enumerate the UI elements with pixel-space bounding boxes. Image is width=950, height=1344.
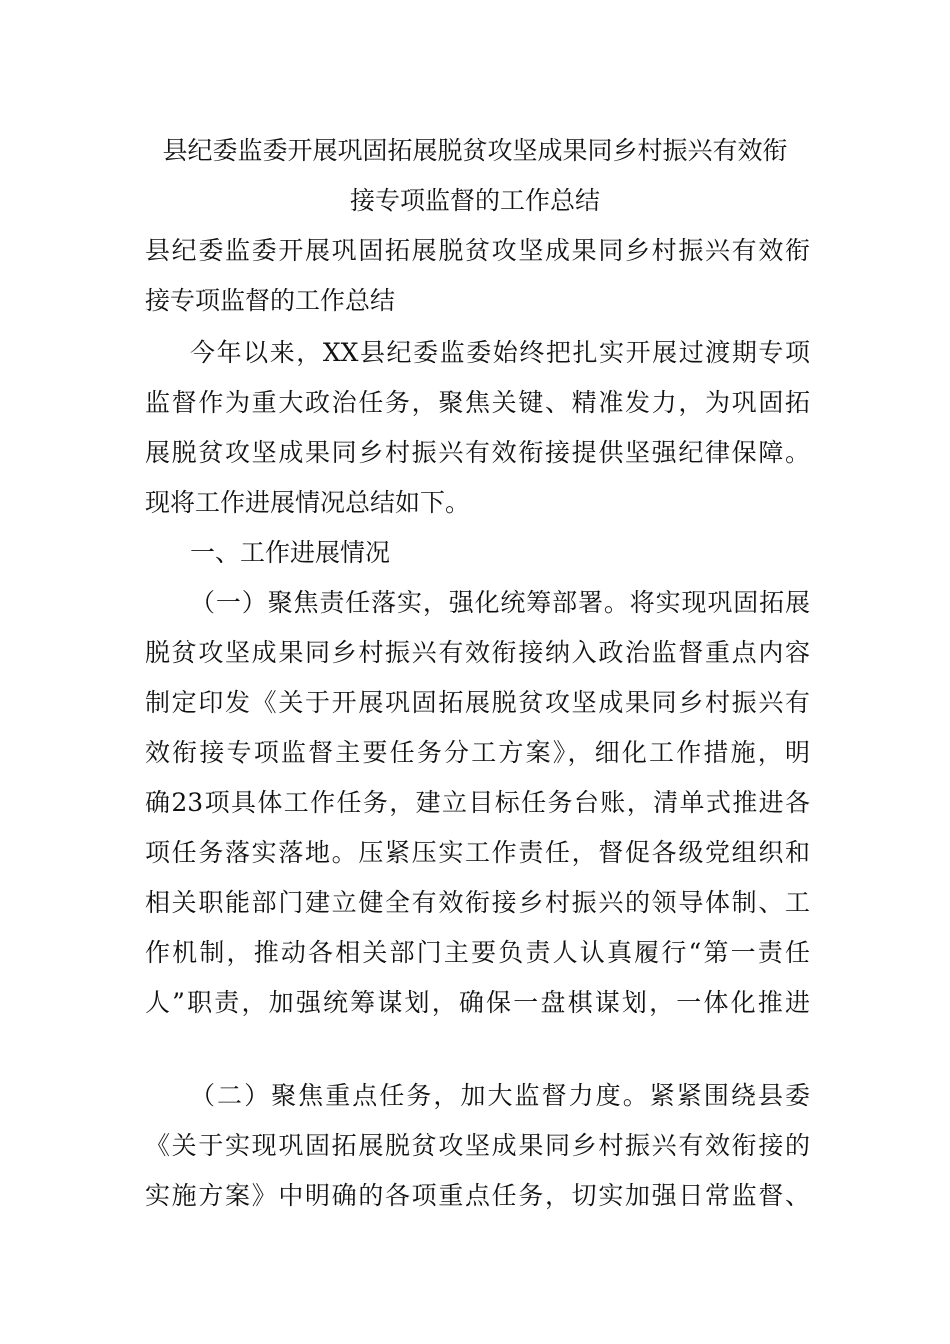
para1-line-4: 效衔接专项监督主要任务分工方案》，细化工作措施，明: [145, 738, 810, 767]
section-heading: 一、工作进展情况: [190, 538, 391, 567]
para2-line-2: 《关于实现巩固拓展脱贫攻坚成果同乡村振兴有效衔接的: [145, 1131, 810, 1160]
intro-line-1: 今年以来，XX县纪委监委始终把扎实开展过渡期专项: [190, 338, 810, 367]
para1-line-9: 人”职责，加强统筹谋划，确保一盘棋谋划，一体化推进: [145, 988, 810, 1017]
para2-line-1: （二）聚焦重点任务，加大监督力度。紧紧围绕县委: [190, 1081, 810, 1110]
para1-line-7: 相关职能部门建立健全有效衔接乡村振兴的领导体制、工: [145, 888, 810, 917]
subtitle-line-2: 接专项监督的工作总结: [145, 286, 396, 315]
intro-line-4: 现将工作进展情况总结如下。: [145, 488, 471, 517]
intro-line-3: 展脱贫攻坚成果同乡村振兴有效衔接提供坚强纪律保障。: [145, 438, 810, 467]
para2-line-3: 实施方案》中明确的各项重点任务，切实加强日常监督、: [145, 1181, 810, 1210]
intro-line-2: 监督作为重大政治任务，聚焦关键、精准发力，为巩固拓: [145, 388, 810, 417]
document-title-line-1: 县纪委监委开展巩固拓展脱贫攻坚成果同乡村振兴有效衔: [162, 136, 788, 165]
para1-line-2: 脱贫攻坚成果同乡村振兴有效衔接纳入政治监督重点内容: [145, 638, 810, 667]
para1-line-5: 确23项具体工作任务，建立目标任务台账，清单式推进各: [145, 788, 810, 817]
document-title-line-2: 接专项监督的工作总结: [349, 186, 600, 215]
para1-line-6: 项任务落实落地。压紧压实工作责任，督促各级党组织和: [145, 838, 810, 867]
subtitle-line-1: 县纪委监委开展巩固拓展脱贫攻坚成果同乡村振兴有效衔: [145, 236, 810, 265]
para1-line-8: 作机制，推动各相关部门主要负责人认真履行“第一责任: [145, 938, 810, 967]
para1-line-3: 制定印发《关于开展巩固拓展脱贫攻坚成果同乡村振兴有: [145, 688, 810, 717]
para1-line-1: （一）聚焦责任落实，强化统筹部署。将实现巩固拓展: [190, 588, 810, 617]
